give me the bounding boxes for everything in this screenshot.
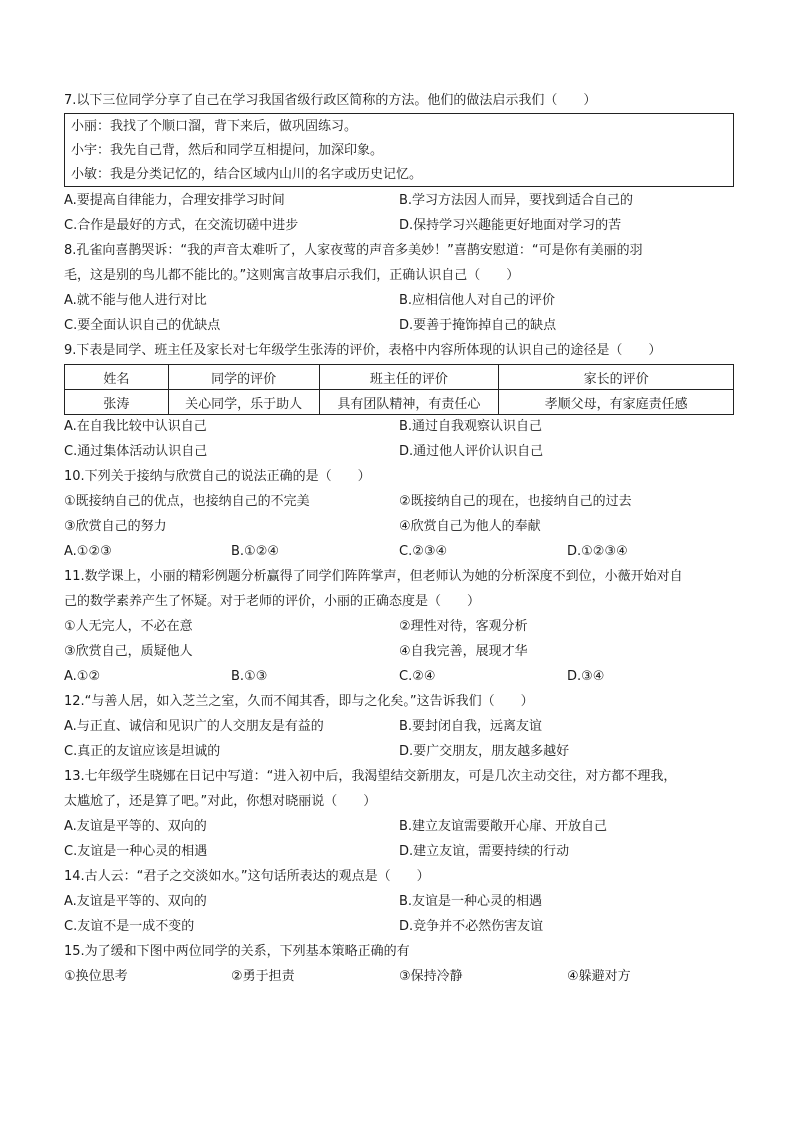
q11-option-b[interactable]: B.①③ [231,669,268,684]
q14-options-row [64,889,734,914]
q9-option-a[interactable]: A.在自我比较中认识自己 [64,419,207,434]
q7-quote-box [64,113,734,187]
q10-option-d[interactable]: D.①②③④ [567,544,628,559]
q9-options-row [64,414,734,439]
q14-options-row [64,914,734,939]
q11-items-row [64,614,734,639]
q10-items-row [64,514,734,539]
q10-item: ④欣赏自己为他人的奉献 [399,519,541,534]
q10-option-b[interactable]: B.①②④ [231,544,280,559]
q8-option-b[interactable]: B.应相信他人对自己的评价 [399,293,556,308]
q8-options-row [64,288,734,313]
q11-item: ①人无完人，不必在意 [64,619,193,634]
q12-options-row [64,739,734,764]
q14-stem: 14.古人云：“君子之交淡如水。”这句话所表达的观点是（ ） [64,869,430,884]
q9-stem: 9.下表是同学、班主任及家长对七年级学生张涛的评价，表格中内容所体现的认识自己的途径是（ ） [64,343,662,358]
q11-item: ②理性对待，客观分析 [399,619,528,634]
q13-options-row [64,814,734,839]
q12-option-c[interactable]: C.真正的友谊应该是坦诚的 [64,744,221,759]
q7-options-row [64,188,734,213]
q13-option-a[interactable]: A.友谊是平等的、双向的 [64,819,207,834]
q9-options-row [64,439,734,464]
q10-item: ③欣赏自己的努力 [64,519,167,534]
table-header-row [65,365,734,390]
q9-option-b[interactable]: B.通过自我观察认识自己 [399,419,543,434]
q10-option-c[interactable]: C.②③④ [399,544,448,559]
q12-option-d[interactable]: D.要广交朋友，朋友越多越好 [399,744,570,759]
q13-option-b[interactable]: B.建立友谊需要敞开心扉、开放自己 [399,819,608,834]
q8-option-d[interactable]: D.要善于掩饰掉自己的缺点 [399,318,557,333]
q8-options-row [64,313,734,338]
table-header-cell: 姓名 [65,365,169,390]
q14-option-a[interactable]: A.友谊是平等的、双向的 [64,894,207,909]
q15-item: ④躲避对方 [567,969,631,984]
table-header-cell: 班主任的评价 [319,365,499,390]
q7-stem: 7.以下三位同学分享了自己在学习我国省级行政区简称的方法。他们的做法启示我们（ ） [64,93,597,108]
q11-option-c[interactable]: C.②④ [399,669,436,684]
q12-options-row [64,714,734,739]
table-cell: 张涛 [65,390,169,415]
table-cell: 具有团队精神，有责任心 [319,390,499,415]
q13-option-d[interactable]: D.建立友谊，需要持续的行动 [399,844,570,859]
q7-option-b[interactable]: B.学习方法因人而异，要找到适合自己的 [399,193,634,208]
q12-option-b[interactable]: B.要封闭自我，远离友谊 [399,719,543,734]
q15-item: ③保持冷静 [399,969,463,984]
q11-option-d[interactable]: D.③④ [567,669,605,684]
q11-options-row [64,664,734,689]
q13-stem-line1: 13.七年级学生晓娜在日记中写道：“进入初中后，我渴望结交新朋友，可是几次主动交往，对方都不理我， [64,769,677,784]
table-cell: 关心同学，乐于助人 [168,390,319,415]
table-cell: 孝顺父母，有家庭责任感 [499,390,734,415]
q12-stem: 12.“与善人居，如入芝兰之室，久而不闻其香，即与之化矣。”这告诉我们（ ） [64,694,534,709]
q15-items-row [64,964,734,989]
q8-stem-line2: 毛，这是别的鸟儿都不能比的。”这则寓言故事启示我们，正确认识自己（ ） [64,268,520,283]
q13-option-c[interactable]: C.友谊是一种心灵的相遇 [64,844,208,859]
q11-stem-line1: 11.数学课上，小丽的精彩例题分析赢得了同学们阵阵掌声，但老师认为她的分析深度不到位，小薇开始对自 [64,569,683,584]
q15-item: ②勇于担责 [231,969,295,984]
q11-item: ④自我完善，展现才华 [399,644,528,659]
q10-item: ②既接纳自己的现在，也接纳自己的过去 [399,494,632,509]
q11-item: ③欣赏自己，质疑他人 [64,644,193,659]
q7-options-row [64,213,734,238]
q7-quote-line: 小宇：我先自己背，然后和同学互相提问，加深印象。 [71,143,384,158]
q11-items-row [64,639,734,664]
q14-option-b[interactable]: B.友谊是一种心灵的相遇 [399,894,543,909]
q10-stem: 10.下列关于接纳与欣赏自己的说法正确的是（ ） [64,469,371,484]
table-header-cell: 家长的评价 [499,365,734,390]
q14-option-d[interactable]: D.竞争并不必然伤害友谊 [399,919,544,934]
q10-option-a[interactable]: A.①②③ [64,544,112,559]
q7-quote-line: 小丽：我找了个顺口溜，背下来后，做巩固练习。 [71,119,358,134]
table-header-cell: 同学的评价 [168,365,319,390]
q11-option-a[interactable]: A.①② [64,669,101,684]
q13-options-row [64,839,734,864]
q7-option-d[interactable]: D.保持学习兴趣能更好地面对学习的苦 [399,218,622,233]
q10-items-row [64,489,734,514]
q15-stem: 15.为了缓和下图中两位同学的关系，下列基本策略正确的有 [64,944,410,959]
q8-stem-line1: 8.孔雀向喜鹊哭诉：“我的声音太难听了，人家夜莺的声音多美妙！”喜鹊安慰道：“可是你有美丽的羽 [64,243,643,258]
q8-option-a[interactable]: A.就不能与他人进行对比 [64,293,207,308]
q7-option-a[interactable]: A.要提高自律能力，合理安排学习时间 [64,193,285,208]
q14-option-c[interactable]: C.友谊不是一成不变的 [64,919,195,934]
table-row [65,390,734,415]
q13-stem-line2: 太尴尬了，还是算了吧。”对此，你想对晓丽说（ ） [64,794,377,809]
q10-item: ①既接纳自己的优点，也接纳自己的不完美 [64,494,310,509]
q12-option-a[interactable]: A.与正直、诚信和见识广的人交朋友是有益的 [64,719,324,734]
q15-item: ①换位思考 [64,969,128,984]
q9-option-c[interactable]: C.通过集体活动认识自己 [64,444,208,459]
q7-quote-line: 小敏：我是分类记忆的，结合区域内山川的名字或历史记忆。 [71,167,423,182]
q10-options-row [64,539,734,564]
q8-option-c[interactable]: C.要全面认识自己的优缺点 [64,318,221,333]
q9-option-d[interactable]: D.通过他人评价认识自己 [399,444,544,459]
q9-evaluation-table [64,364,734,415]
q7-option-c[interactable]: C.合作是最好的方式，在交流切磋中进步 [64,218,299,233]
q11-stem-line2: 己的数学素养产生了怀疑。对于老师的评价，小丽的正确态度是（ ） [64,594,481,609]
